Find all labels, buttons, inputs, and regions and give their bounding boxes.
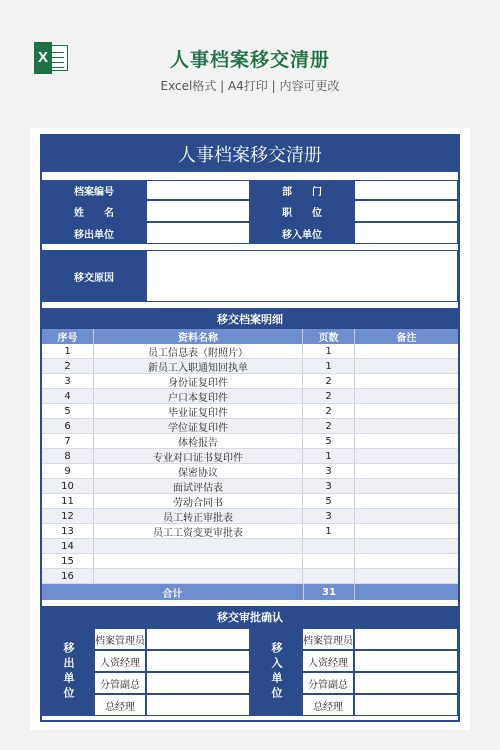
row-pages[interactable]: 2 <box>303 389 355 403</box>
row-note[interactable] <box>355 509 458 523</box>
row-name[interactable]: 面试评估表 <box>94 479 303 493</box>
col-header-note: 备注 <box>396 333 417 344</box>
row-no[interactable]: 15 <box>42 554 94 568</box>
total-pages: 31 <box>303 584 355 600</box>
row-note[interactable] <box>355 494 458 508</box>
row-note[interactable] <box>355 569 458 583</box>
out-unit-signature-field[interactable] <box>146 650 250 672</box>
table-row <box>42 569 458 584</box>
row-name[interactable] <box>94 539 303 553</box>
out-unit-role-label: 档案管理员 <box>94 628 146 650</box>
in-unit-role-label: 人资经理 <box>302 650 354 672</box>
detail-section-bar <box>42 308 458 329</box>
col-header-no: 序号 <box>42 329 94 344</box>
row-pages[interactable] <box>303 539 355 553</box>
in-unit-signature-field[interactable] <box>354 694 458 716</box>
row-note[interactable] <box>355 449 458 463</box>
table-row <box>42 464 458 479</box>
row-pages[interactable]: 1 <box>303 524 355 538</box>
row-name[interactable]: 员工工资变更审批表 <box>94 524 303 538</box>
reason-label: 移交原因 <box>42 250 146 302</box>
row-name[interactable]: 毕业证复印件 <box>94 404 303 418</box>
in-unit-field[interactable] <box>354 222 458 244</box>
table-row <box>42 479 458 494</box>
total-note <box>355 584 458 600</box>
table-row <box>42 539 458 554</box>
row-no[interactable]: 9 <box>42 464 94 478</box>
row-name[interactable]: 保密协议 <box>94 464 303 478</box>
row-pages[interactable]: 3 <box>303 464 355 478</box>
out-unit-signature-field[interactable] <box>146 694 250 716</box>
out-unit-signature-field[interactable] <box>146 628 250 650</box>
row-pages[interactable] <box>303 569 355 583</box>
row-note[interactable] <box>355 539 458 553</box>
excel-badge: X <box>34 42 52 74</box>
row-name[interactable] <box>94 554 303 568</box>
row-note[interactable] <box>355 359 458 373</box>
position-field[interactable] <box>354 200 458 222</box>
in-unit-role-label: 总经理 <box>302 694 354 716</box>
row-pages[interactable]: 1 <box>303 449 355 463</box>
row-pages[interactable]: 2 <box>303 374 355 388</box>
in-unit-signature-field[interactable] <box>354 672 458 694</box>
row-no[interactable]: 13 <box>42 524 94 538</box>
approval-block <box>42 628 458 716</box>
dept-field[interactable] <box>354 180 458 200</box>
form-title: 人事档案移交清册 <box>178 145 322 166</box>
detail-header-row <box>42 329 458 344</box>
row-no[interactable]: 7 <box>42 434 94 448</box>
table-row <box>42 449 458 464</box>
row-no[interactable]: 11 <box>42 494 94 508</box>
row-no[interactable]: 14 <box>42 539 94 553</box>
table-row <box>42 389 458 404</box>
row-pages[interactable] <box>303 554 355 568</box>
position-label: 职 位 <box>250 200 354 222</box>
archive-no-label: 档案编号 <box>42 180 146 200</box>
total-label: 合计 <box>162 588 183 600</box>
reason-field[interactable] <box>146 250 458 302</box>
out-unit-role-label: 总经理 <box>94 694 146 716</box>
row-note[interactable] <box>355 464 458 478</box>
row-pages[interactable]: 1 <box>303 359 355 373</box>
row-no[interactable]: 2 <box>42 359 94 373</box>
table-row <box>42 344 458 359</box>
row-note[interactable] <box>355 554 458 568</box>
archive-no-field[interactable] <box>146 180 250 200</box>
row-no[interactable]: 16 <box>42 569 94 583</box>
row-name[interactable]: 身份证复印件 <box>94 374 303 388</box>
row-note[interactable] <box>355 389 458 403</box>
detail-section-title: 移交档案明细 <box>217 312 283 326</box>
row-no[interactable]: 4 <box>42 389 94 403</box>
table-row <box>42 509 458 524</box>
out-unit-role-label: 分管副总 <box>94 672 146 694</box>
out-unit-label: 移出单位 <box>42 222 146 244</box>
dept-label: 部 门 <box>250 180 354 200</box>
document-sheet <box>30 128 470 730</box>
row-name[interactable]: 户口本复印件 <box>94 389 303 403</box>
approval-section-bar <box>42 606 458 628</box>
in-unit-signature-field[interactable] <box>354 628 458 650</box>
row-note[interactable] <box>355 524 458 538</box>
page-header <box>0 0 500 128</box>
info-row-1 <box>42 180 458 200</box>
table-row <box>42 404 458 419</box>
row-pages[interactable]: 2 <box>303 404 355 418</box>
in-unit-signature-field[interactable] <box>354 650 458 672</box>
row-no[interactable]: 3 <box>42 374 94 388</box>
row-no[interactable]: 5 <box>42 404 94 418</box>
row-name[interactable]: 新员工入职通知回执单 <box>94 359 303 373</box>
row-pages[interactable]: 5 <box>303 494 355 508</box>
table-row <box>42 494 458 509</box>
row-name[interactable]: 体检报告 <box>94 434 303 448</box>
row-note[interactable] <box>355 434 458 448</box>
row-name[interactable]: 员工转正审批表 <box>94 509 303 523</box>
form-title-bar <box>42 136 458 172</box>
row-no[interactable]: 1 <box>42 344 94 358</box>
in-unit-role-label: 档案管理员 <box>302 628 354 650</box>
reason-row <box>42 250 458 302</box>
row-no[interactable]: 6 <box>42 419 94 433</box>
out-unit-approval-label: 移出单位 <box>42 628 94 716</box>
out-unit-field[interactable] <box>146 222 250 244</box>
row-no[interactable]: 10 <box>42 479 94 493</box>
table-row <box>42 374 458 389</box>
col-header-pages: 页数 <box>303 329 355 344</box>
total-row <box>42 584 458 600</box>
in-unit-approval-label: 移入单位 <box>250 628 302 716</box>
row-name[interactable]: 专业对口证书复印件 <box>94 449 303 463</box>
row-note[interactable] <box>355 479 458 493</box>
row-note[interactable] <box>355 404 458 418</box>
row-pages[interactable]: 2 <box>303 419 355 433</box>
row-name[interactable]: 员工信息表（附照片） <box>94 344 303 358</box>
table-row <box>42 434 458 449</box>
row-pages[interactable]: 1 <box>303 344 355 358</box>
approval-section-title: 移交审批确认 <box>217 611 283 624</box>
name-field[interactable] <box>146 200 250 222</box>
page-title: 人事档案移交清册 <box>169 49 330 71</box>
col-header-name: 资料名称 <box>94 329 303 344</box>
out-unit-signature-field[interactable] <box>146 672 250 694</box>
row-pages[interactable]: 3 <box>303 509 355 523</box>
in-unit-role-label: 分管副总 <box>302 672 354 694</box>
row-note[interactable] <box>355 419 458 433</box>
table-row <box>42 359 458 374</box>
table-row <box>42 554 458 569</box>
row-name[interactable] <box>94 569 303 583</box>
in-unit-label: 移入单位 <box>250 222 354 244</box>
row-name[interactable]: 学位证复印件 <box>94 419 303 433</box>
out-unit-role-label: 人资经理 <box>94 650 146 672</box>
info-row-2 <box>42 200 458 222</box>
form-frame <box>40 134 460 722</box>
page-subtitle: Excel格式 | A4打印 | 内容可更改 <box>160 79 340 93</box>
row-note[interactable] <box>355 374 458 388</box>
table-row <box>42 524 458 539</box>
row-no[interactable]: 12 <box>42 509 94 523</box>
name-label: 姓 名 <box>42 200 146 222</box>
row-name[interactable]: 劳动合同书 <box>94 494 303 508</box>
row-pages[interactable]: 5 <box>303 434 355 448</box>
row-note[interactable] <box>355 344 458 358</box>
table-row <box>42 419 458 434</box>
row-no[interactable]: 8 <box>42 449 94 463</box>
row-pages[interactable]: 3 <box>303 479 355 493</box>
info-row-3 <box>42 222 458 244</box>
